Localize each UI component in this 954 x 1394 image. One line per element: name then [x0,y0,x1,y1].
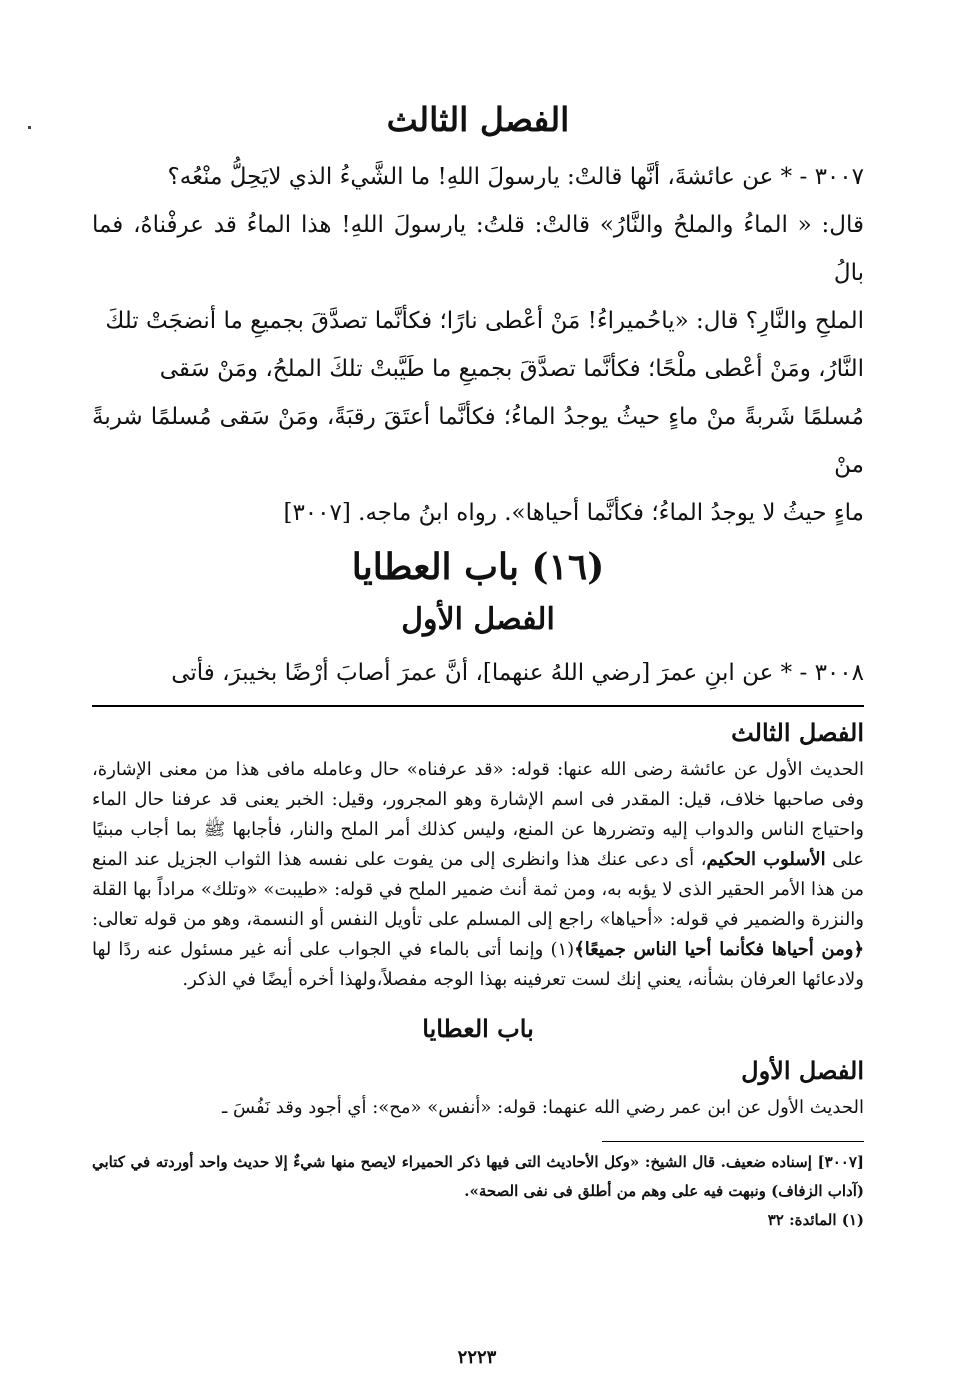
section-title-first: الفصل الأول [401,602,555,637]
quran-verse: ﴿ومن أحياها فكأنما أحيا الناس جميعًا﴾ [574,939,865,960]
commentary-bab-title: باب العطايا [422,1014,534,1043]
section-title-third: الفصل الثالث [386,100,570,139]
hadith-3007 [92,153,864,537]
commentary-title-first: الفصل الأول [741,1056,864,1085]
hadith-line: ماءٍ حيثُ لا يوجدُ الماءُ؛ فكأنَّما أحياها». رواه ابنُ ماجه. [٣٠٠٧] [283,500,864,526]
commentary [92,713,864,1123]
hadith-line: الملحِ والنَّارِ؟ قال: «ياحُميراءُ! مَنْ أعْطى نارًا؛ فكأنَّما تصدَّقَ بجميعِ ما أنضجَتْ تلكَ [105,308,864,334]
footnote: [٣٠٠٧] إسناده ضعيف. قال الشيخ: «وكل الأحاديث التى فيها ذكر الحميراء لايصح منها شيءٌ إلا حديث واحد أوردته في كتابي (آداب الزفاف) ونبهت فيه على وهم من أطلق فى نفى الصحة». [92,1153,864,1200]
hadith-line: مُسلمًا شَربةً منْ ماءٍ حيثُ يوجدُ الماءُ؛ فكأنَّما أعتَقَ رقبَةً، ومَنْ سَقى مُسلمًا شربةً منْ [92,404,865,478]
commentary-emphasis: الأسلوب الحكيم [706,849,826,870]
footnote-divider [602,1141,864,1142]
commentary-text: ، أى دعى عنك هذا وانظرى إلى من يفوت على نفسه هذا الثواب الجزيل عند المنع من هذا الأمر الحقير الذى لا يؤبه به، ومن ثمة أنث ضمير الملح في قوله: «طيبت» «وتلك» مراداً بها القلة والنزرة والضمير في قوله: «أحياها» راجع إلى المسلم على تأويل النفس أو النسمة، وهو من قوله تعالى: [92,849,864,930]
page-body [92,95,864,1235]
hadith-line: ٣٠٠٧ - * عن عائشةَ، أنَّها قالتْ: يارسولَ اللهِ! ما الشَّيءُ الذي لايَحِلُّ منْعُه؟ [167,164,864,190]
commentary-text: (١) وإنما أتى بالماء في الجواب على أنه غير مسئول عنه ردًا لها ولادعائها العرفان بشأنه، يعني إنك لست تعرفينه بهذا الوجه مفصلاً،ولهذا أخره أيضًا في الذكر. [92,939,864,990]
commentary-text: الحديث الأول عن عائشة رضى الله عنها: قوله: «قد عرفناه» حال وعامله مافى هذا من معنى الإشارة، وفى صاحبها خلاف، قيل: المقدر فى اسم الإشارة وهو المجرور، وقيل: الخبر يعنى قد عرفنا حال الماء واحتياج الناس والدواب إليه وتضررها عن المنع، وليس كذلك أمر الملح والنار، فأجابها ﷺ بما أجاب مبنيًا على [92,759,864,870]
commentary-title-third: الفصل الثالث [731,718,864,747]
footnote: (١) المائدة: ٣٢ [767,1211,864,1229]
hadith-line: ٣٠٠٨ - * عن ابنِ عمرَ [رضي اللهُ عنهما]، أنَّ عمرَ أصابَ أرْضًا بخيبرَ، فأتى [171,660,864,686]
hadith-line: قال: « الماءُ والملحُ والنَّارُ» قالتْ: قلتُ: يارسولَ اللهِ! هذا الماءُ قد عرفْناهُ، فما بالُ [92,212,864,286]
page-number: ٢٢٢٣ [457,1347,497,1368]
hadith-3008 [92,649,864,697]
commentary-paragraph [92,755,864,995]
hadith-line: النَّارُ، ومَنْ أعْطى ملْحًا؛ فكأنَّما تصدَّقَ بجميعِ ما طَيَّبتْ تلكَ الملحُ، ومَنْ سَقى [159,356,864,382]
commentary-divider [92,705,864,707]
scan-speck [28,126,31,129]
commentary-paragraph: الحديث الأول عن ابن عمر رضي الله عنهما: قوله: «أنفس» «مح»: أي أجود وقد نَفُسَ ـ [222,1097,864,1118]
bab-title: (١٦) باب العطايا [351,546,605,588]
footnotes [92,1148,864,1235]
